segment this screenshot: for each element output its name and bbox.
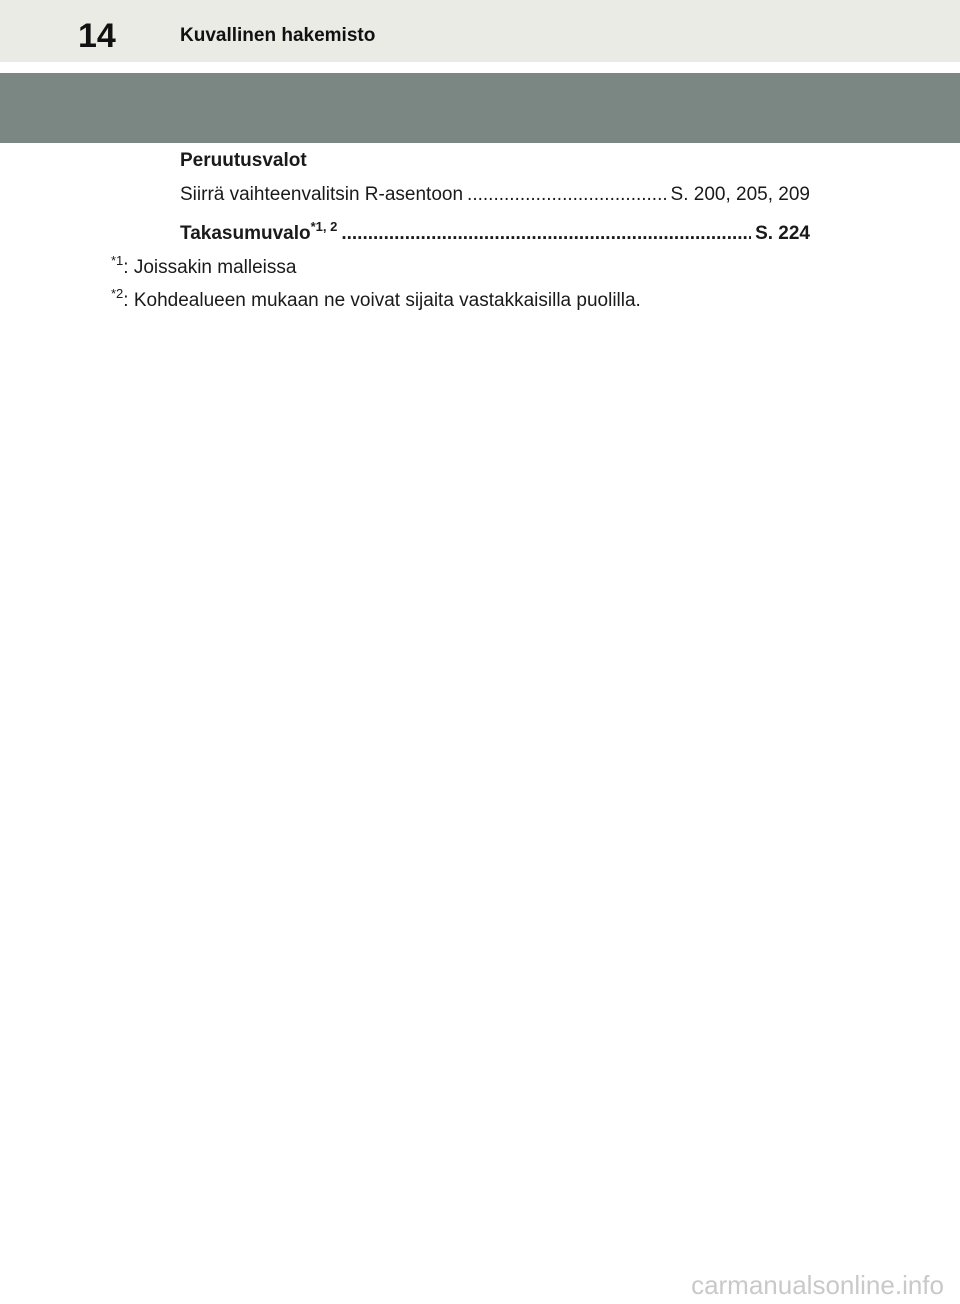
section-banner [0,73,960,143]
page-reference[interactable]: S. 224 [755,223,810,244]
entry-heading: Peruutusvalot [180,150,307,171]
index-entry[interactable] [180,183,810,207]
footnote-text: : Kohdealueen mukaan ne voivat sijaita vastakkaisilla puolilla. [123,290,641,311]
dot-leader [341,222,751,246]
page-number: 14 [78,17,116,55]
footnote-marker: *2 [111,286,124,301]
watermark: carmanualsonline.info [691,1270,944,1300]
footnote [111,253,297,280]
page-reference[interactable]: S. 200, 205, 209 [670,184,810,205]
dot-leader [467,183,667,207]
footnote [111,286,641,313]
index-entry[interactable] [180,222,810,246]
footnote-text: : Joissakin malleissa [123,257,297,278]
index-entry-text: Takasumuvalo [180,223,311,244]
index-entry-label [180,222,337,246]
section-title: Kuvallinen hakemisto [180,25,376,46]
footnote-marker: *1 [111,253,124,268]
footnote-marker: *1, 2 [310,222,338,234]
index-entry-label: Siirrä vaihteenvalitsin R-asentoon [180,184,464,205]
page-header [0,0,960,62]
